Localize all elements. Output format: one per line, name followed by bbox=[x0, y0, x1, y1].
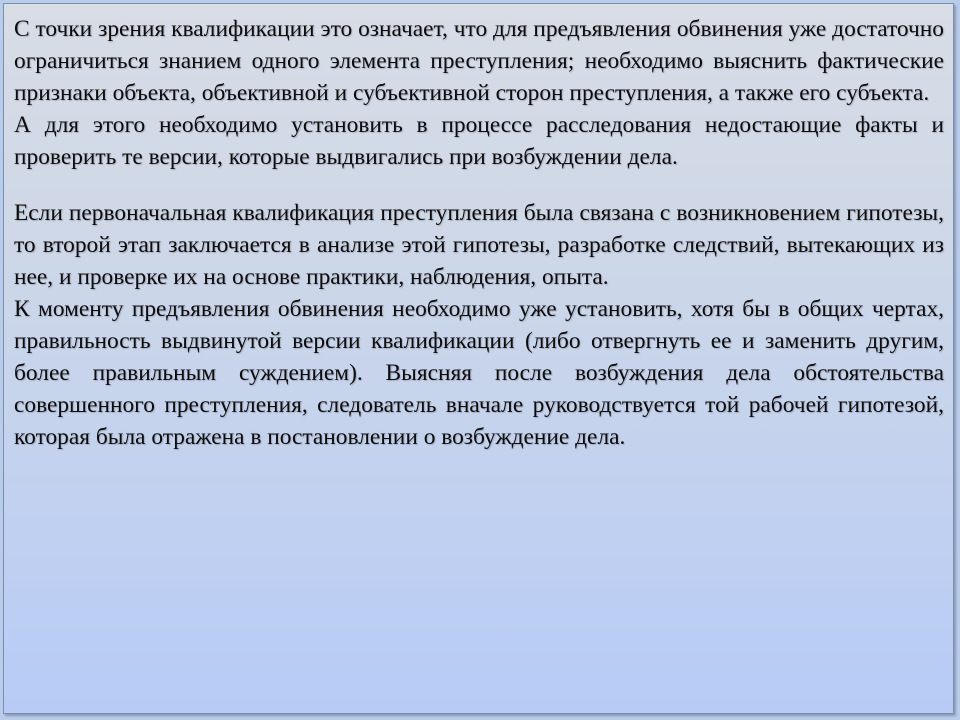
paragraph-2: А для этого необходимо установить в процессе расследования недостающие факты и проверить те версии, которые выдвигались при возбуждении дела. bbox=[14, 112, 944, 170]
paragraph-spacer bbox=[14, 173, 944, 197]
paragraph-1: С точки зрения квалификации это означает, что для предъявления обвинения уже достаточно ограничиться знанием одного элемента преступления; необходимо выяснить фактические признаки объекта, объективной и субъективной сторон преступления, а также его субъекта. bbox=[14, 16, 944, 106]
text-box bbox=[3, 3, 954, 714]
paragraph-3: Если первоначальная квалификация преступления была связана с возникновением гипотезы, то второй этап заключается в анализе этой гипотезы, разработке следствий, вытекающих из нее, и проверке их на основе практики, наблюдения, опыта. bbox=[14, 200, 944, 290]
paragraph-4: К моменту предъявления обвинения необходимо уже установить, хотя бы в общих чертах, правильность выдвинутой версии квалификации (либо отвергнуть ее и заменить другим, более правильным суждением). Выясняя после возбуждения дела обстоятельства совершенного преступления, следователь вначале руководствуется той рабочей гипотезой, которая была отражена в постановлении о возбуждение дела. bbox=[14, 296, 944, 450]
